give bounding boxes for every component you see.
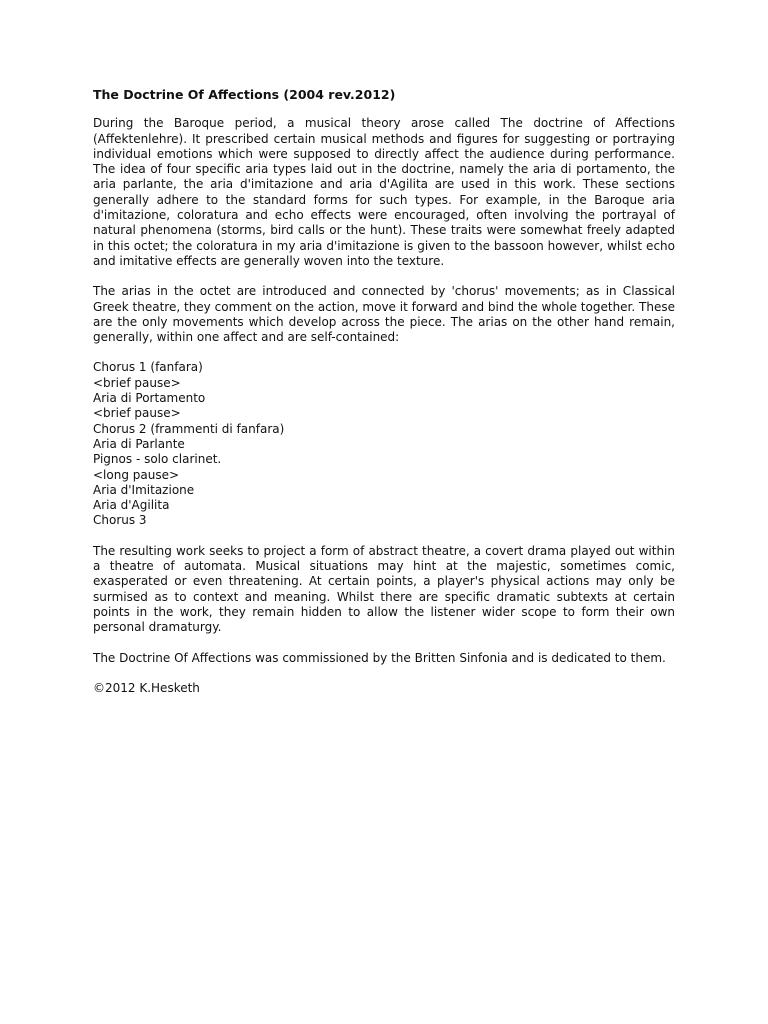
movement-item: Chorus 1 (fanfara) (93, 360, 203, 375)
movement-list (93, 360, 675, 528)
movement-item: Aria d'Agilita (93, 498, 170, 513)
movement-item: <brief pause> (93, 375, 181, 390)
chorus-paragraph: The arias in the octet are introduced and connected by 'chorus' movements; as in Classical Greek theatre, they comment on the action, move it forward and bind the whole together. These are the only movements which develop across the piece. The arias on the other hand remain, generally, within one affect and are self-contained: (93, 284, 675, 345)
movement-item: Aria d'Imitazione (93, 482, 195, 497)
movement-item: Chorus 2 (frammenti di fanfara) (93, 421, 285, 436)
document-title: The Doctrine Of Affections (2004 rev.2012) (93, 87, 396, 102)
movement-item: <long pause> (93, 467, 180, 482)
document-page (93, 87, 675, 696)
movement-item: <brief pause> (93, 406, 181, 421)
commission-paragraph: The Doctrine Of Affections was commissioned by the Britten Sinfonia and is dedicated to them. (93, 650, 666, 665)
movement-item: Aria di Parlante (93, 436, 185, 451)
intro-paragraph: During the Baroque period, a musical theory arose called The doctrine of Affections (Affektenlehre). It prescribed certain musical methods and figures for suggesting or portraying individual emotions which were supposed to directly affect the audience during performance. The idea of four specific aria types laid out in the doctrine, namely the aria di portamento, the aria parlante, the aria d'imitazione and aria d'Agilita are used in this work. These sections generally adhere to the standard forms for such types. For example, in the Baroque aria d'imitazione, coloratura and echo effects were encouraged, often involving the portrayal of natural phenomena (storms, bird calls or the hunt). These traits were somewhat freely adapted in this octet; the coloratura in my aria d'imitazione is given to the bassoon however, whilst echo and imitative effects are generally woven into the texture. (93, 116, 675, 268)
movement-item: Pignos - solo clarinet. (93, 452, 222, 467)
theatre-paragraph: The resulting work seeks to project a form of abstract theatre, a covert drama played out within a theatre of automata. Musical situations may hint at the majestic, sometimes comic, exasperated or even threatening. At certain points, a player's physical actions may only be surmised as to context and meaning. Whilst there are specific dramatic subtexts at certain points in the work, they remain hidden to allow the listener wider scope to form their own personal dramaturgy. (93, 543, 675, 635)
movement-item: Chorus 3 (93, 513, 147, 528)
copyright-notice: ©2012 K.Hesketh (93, 680, 200, 695)
movement-item: Aria di Portamento (93, 391, 206, 406)
